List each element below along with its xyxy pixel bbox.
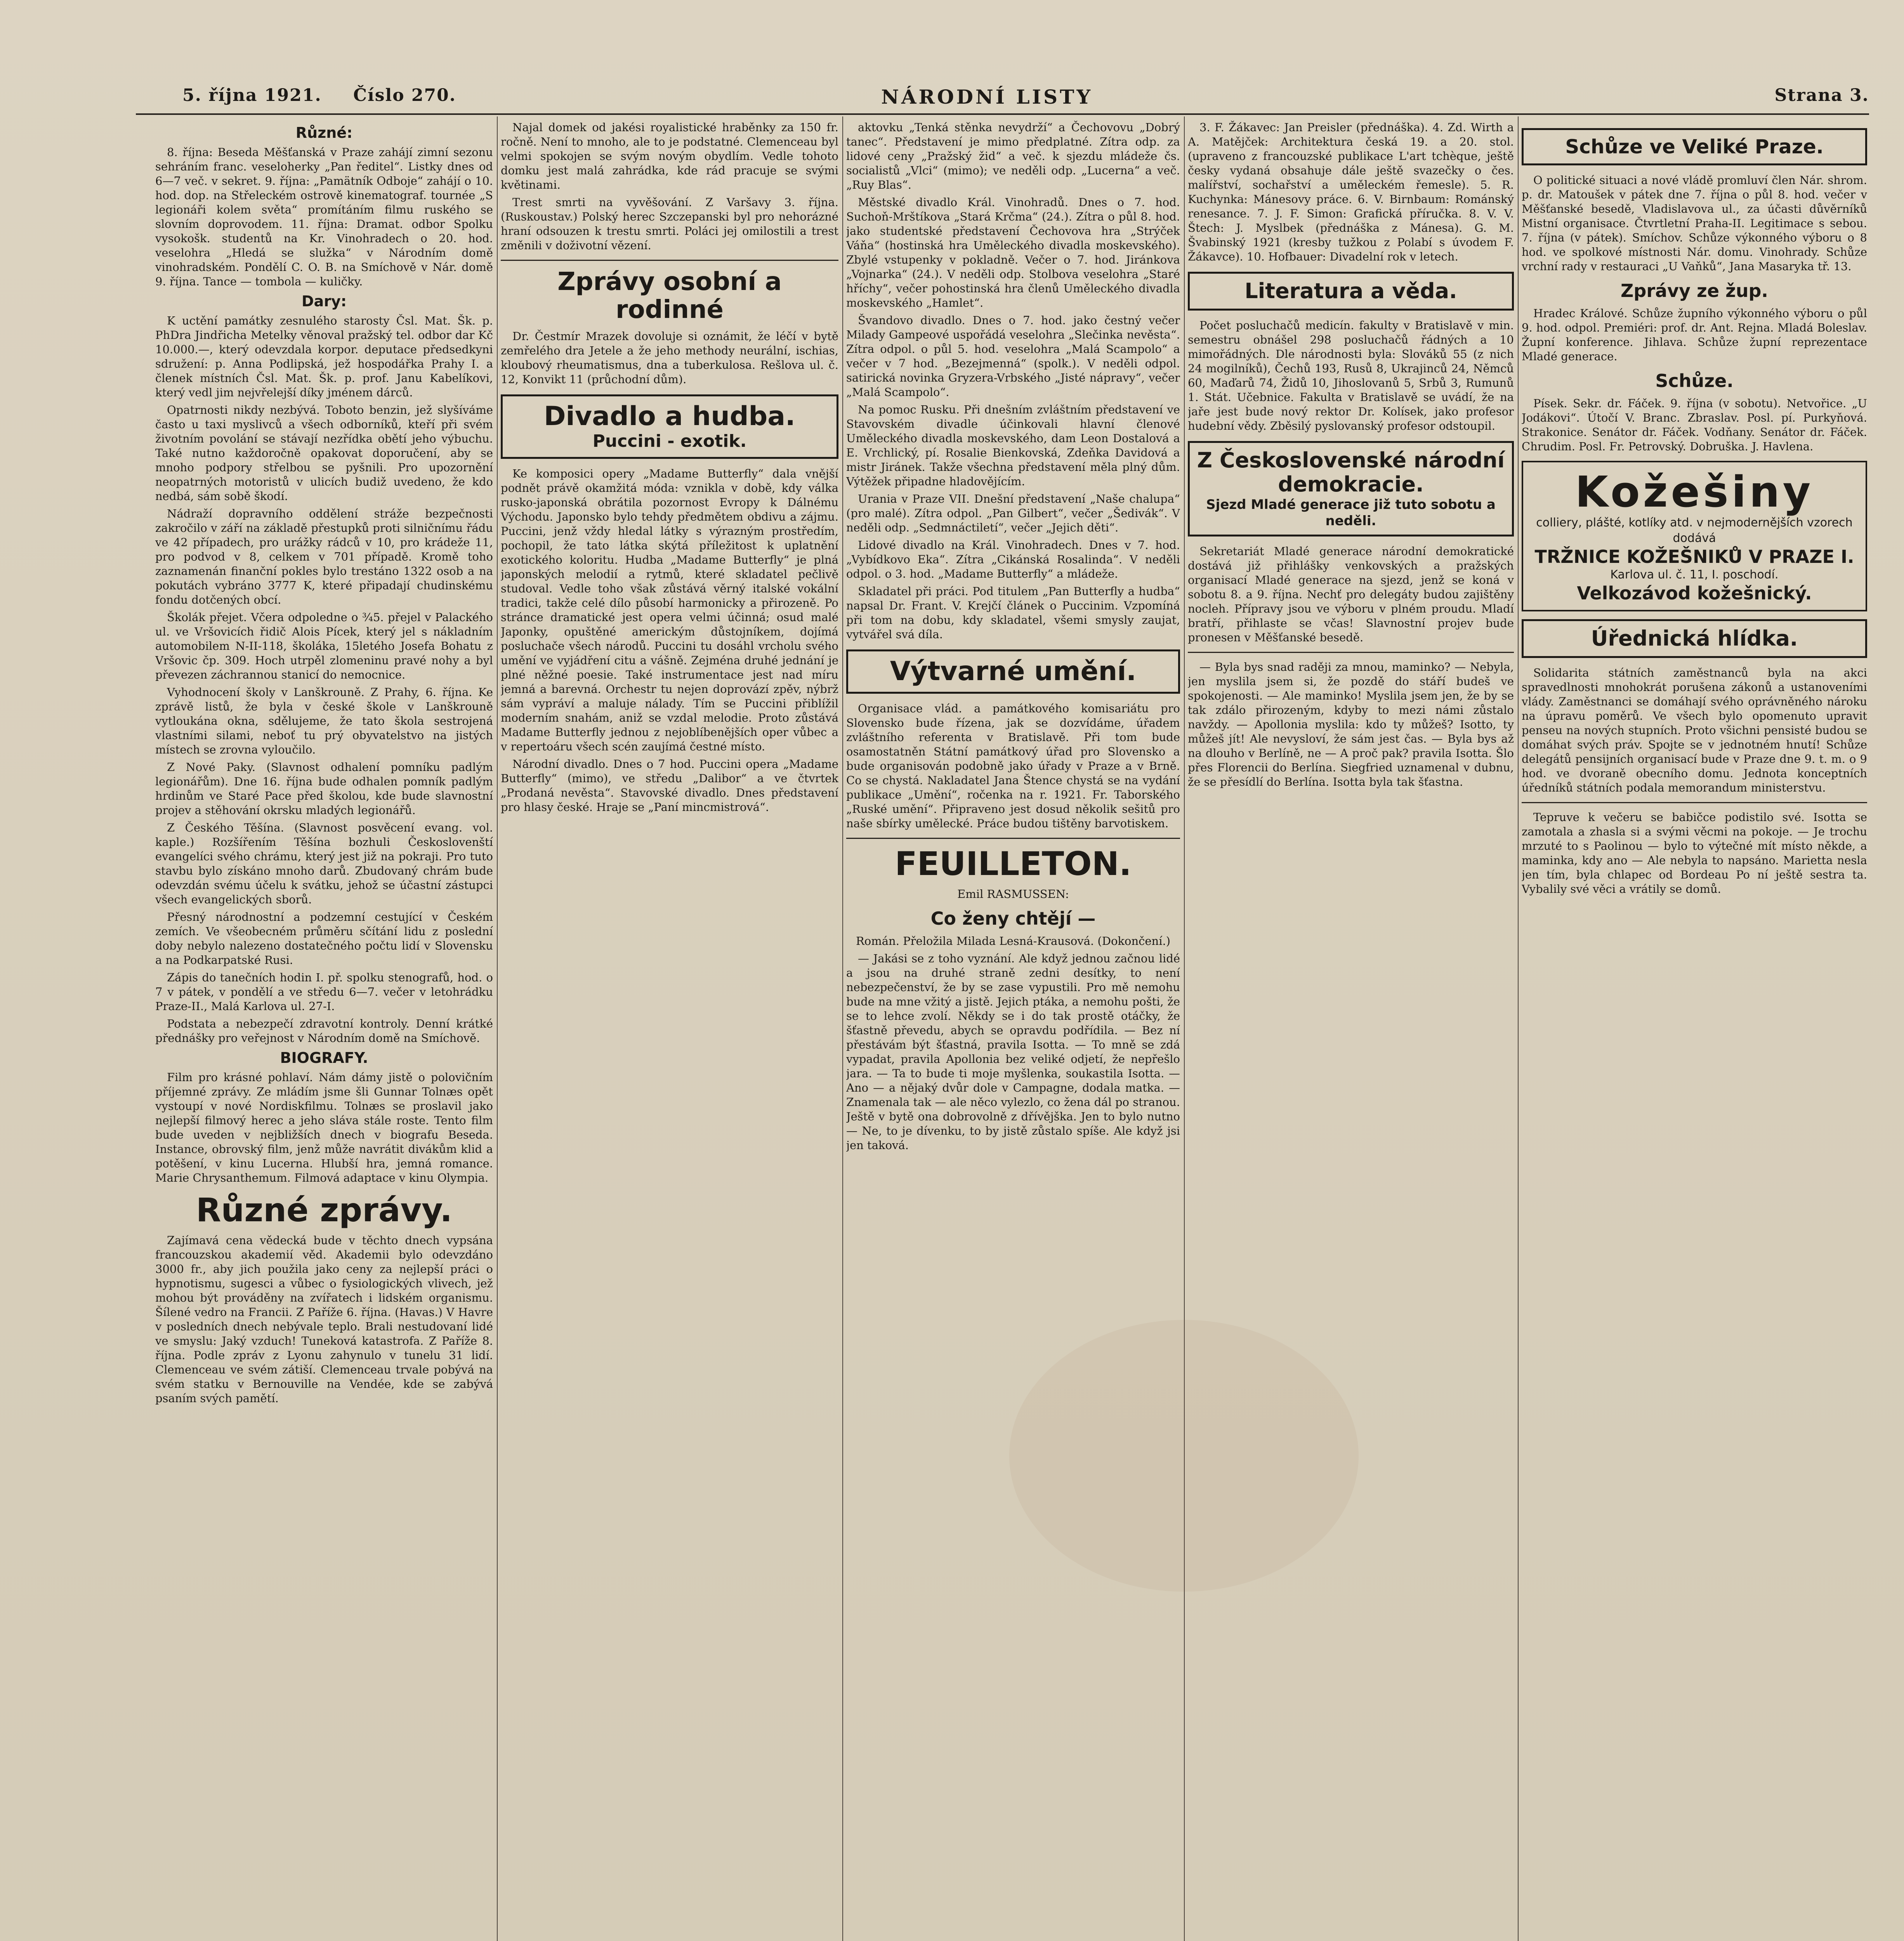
issue-number: Číslo 270. <box>353 85 456 105</box>
feuilleton-continued: — Byla bys snad raději za mnou, maminko? — Nebyla, jen myslila jsem si, že pozdě do stáří budeš ve spokojenosti. — Ale maminko! Myslila jsem jen, že by se tak zdálo přirozeným, kdyby to mezi námi zůstalo navždy. — Apollonia myslila: kdo ty můžeš? Isotto, ty můžeš jít! Ale nevysloví, že sám jest čas. — Byla bys až na dlouho v Berlíně, ne — A proč pak? pravila Isotta. Šlo přes Florencii do Berlína. Siegfried uznamenal v dubnu, že se přesídlí do Berlína. Isotta byla tak šťastna. <box>1188 660 1514 788</box>
article-presne: Přesný národnostní a podzemní cestující v Českém zemích. Ve všeobecném průměru sčítání lidu z poslední doby nebylo nalezeno dostatečného počtu lidí v Slovensku a na Podkarpatské Rusi. <box>155 910 493 967</box>
column-divider <box>497 116 498 1941</box>
article-skolak: Školák přejet. Včera odpoledne o ¾5. přejel v Palackého ul. ve Vršovicích řidič Alois Pícek, který jel s nákladním automobilem N-II-118, školáka, 15letého Josefa Bohatu z Vršovic čp. 309. Hoch utrpěl zlomeninu pravé nohy a byl převezen záchrannou stanicí do nemocnice. <box>155 611 493 681</box>
article-nadrazi: Nádraží dopravního oddělení stráže bezpečnosti zakročilo v září na základě přestupků proti silničnímu řádu ve 42 případech, pro urážky rádců v 10, pro krádeže 11, pro podvod v 8, celkem v 701 případě. Kromě toho zaznamenán finanční pokles bylo trestáno 1322 osob a na pokutách vybráno 3777 K, které připadají chudinskému fondu dotčených obcí. <box>155 507 493 606</box>
section-heading-biografy: BIOGRAFY. <box>280 1049 368 1066</box>
article-dary: K uctění památky zesnulého starosty Čsl. Mat. Šk. p. PhDra Jindřicha Metelky věnoval pražský tel. odbor dar Kč 10.000.—, který odevzdala korpor. deputace předsedkyni sdružení: p. Anna Podlipská, jež hospodářka Prahy I. a členek místních Čsl. Mat. Šk. p. prof. Janu Kabelíkovi, který vedl jim nejvřelejší díky jménem dárců. <box>155 314 493 399</box>
column-4 <box>1188 120 1514 1941</box>
issue-date: 5. října 1921. <box>182 85 322 105</box>
article-urednicka: Solidarita státních zaměstnanců byla na akci spravedlnosti mnohokrát porušena zákonů a ustanoveními vlády. Zaměstnanci se domáhají svého oprávněného nároku na úpravu poměrů. Ve všech bylo opomenuto upravit penseu na nových stupních. Proto všichni pensisté budou se domáhat svých práv. Spojte se v jednotném hnutí! Schůze delegátů pensijních organisací bude v Praze dne 9. t. m. o 9 hod. ve dvoraně obecního domu. Jednota konceptních úředníků státních podala memorandum ministerstvu. <box>1522 666 1867 794</box>
article-nova-paka: Z Nové Paky. (Slavnost odhalení pomníku padlým legionářům). Dne 16. října bude odhalen pomník padlým hrdinům ve Staré Pace před školou, kde bude slavnostní projev a stěhování okrsku mladých legionářů. <box>155 760 493 817</box>
page-number: Strana 3. <box>1774 85 1869 105</box>
section-separator <box>1522 802 1867 803</box>
section-heading-ruzni: Různé: <box>295 124 353 141</box>
column-3 <box>846 120 1180 1941</box>
section-heading-dary: Dary: <box>302 293 347 310</box>
ad-title: Kožešiny <box>1575 467 1814 517</box>
article-clemenceau: Najal domek od jakési royalistické hraběnky za 150 fr. ročně. Není to mnoho, ale to je podstatné. Clemenceau byl velmi spokojen se svým novým obydlím. Vedle tohoto domku jest malá zahrádka, kde rád pracuje se svými květinami. <box>501 121 838 191</box>
article-mestske-divadlo: Městské divadlo Král. Vinohradů. Dnes o 7. hod. Suchoň-Mrštíkova „Stará Krčma“ (24.). Zítra o půl 8. hod. jako studentské představení Čechovova hra „Strýček Váňa“ (hostinská hra Uměleckého divadla moskevského). Zbylé vstupenky v pokladně. Večer o 7. hod. Jiránkova „Vojnarka“ (24.). V neděli odp. Stolbova veselohra „Staré hříchy“, večer pohostinská hra členů Uměleckého divadla moskevského „Hamlet“. <box>846 196 1180 309</box>
section-heading-zupy: Zprávy ze žup. <box>1621 280 1768 301</box>
section-separator <box>501 260 838 261</box>
article-publikace: 3. F. Žákavec: Jan Preisler (přednáška). 4. Zd. Wirth a A. Matějček: Architektura česká 19. a 20. stol. (upraveno z francouzské publikace L'art tchèque, ještě česky vydaná obsahuje dále ještě svazečky o čes. malířství, sochařství a uměleckém řemesle). 5. R. Kuchynka: Mánesovy práce. 6. V. Birnbaum: Románský renesance. 7. J. F. Simon: Grafická příručka. 8. V. V. Štech: J. Myslbek (přednáška z Mánesa). G. M. Švabinský 1921 (kresby tužkou z Polabí s úvodem F. Žákavce). 10. Hofbauer: Divadelní rok v letech. <box>1188 121 1514 263</box>
article-ruzne-zpravy: Zajímavá cena vědecká bude v těchto dnech vypsána francouzskou akademií věd. Akademii bylo odevzdáno 3000 fr., aby jich použila jako ceny za nejlepší práci o hypnotismu, sugesci a vůbec o fysiologických vlivech, jež mohou být prováděny na zvířatech i lidském organismu. Šílené vedro na Francii. Z Paříže 6. října. (Havas.) V Havre v posledních dnech nebývale teplo. Brali nestudovaní lidé ve smyslu: Jaký vzduch! Tuneková katastrofa. Z Paříže 8. října. Podle zpráv z Lyonu zahynulo v tunelu 31 lidí. Clemenceau ve svém zátiší. Clemenceau trvale pobývá na svém statku v Bernouville na Vendée, kde se zabývá psaním svých pamětí. <box>155 1234 493 1405</box>
ad-tagline: Velkozávod kožešnický. <box>1577 583 1812 604</box>
vytvarne-heading-box <box>846 649 1180 694</box>
ad-address: Karlova ul. č. 11, I. poschodí. <box>1610 568 1779 582</box>
literatura-heading-box <box>1188 272 1514 311</box>
demokracie-heading-box <box>1188 441 1514 536</box>
article-schuze: O politické situaci a nové vládě promluví člen Nár. shrom. p. dr. Matoušek v pátek dne 7. října o půl 8. hod. večer v Měšťanské besedě, Vladislavova ul., za účasti důvěrníků Mistní organisace. Čtvrtletní Praha-II. Legitimace s sebou. 7. října (v pátek). Smíchov. Schůze výkonného výboru o 8 hod. ve spolkové místnosti Nár. domu. Vinohrady. Schůze vrchní rady v restauraci „U Vaňků“, Jana Masaryka tř. 13. <box>1522 174 1867 273</box>
paper-stain <box>1009 1320 1359 1592</box>
column-2 <box>501 120 838 1941</box>
section-heading-ruzne-zpravy: Různé zprávy. <box>196 1191 453 1229</box>
column-1 <box>155 120 493 1941</box>
column-divider <box>1184 116 1185 1941</box>
article-demokracie: Sekretariát Mladé generace národní demokratické dostává již přihlášky venkovských a pražských organisací Mladé generace na sjezd, jenž se koná v sobotu 8. a 9. října. Nechť pro delegáty budou zajištěny nocleh. Přípravy jsou ve výboru v plném proudu. Mladí bratří, přihlaste se včas! Slavnostní projev bude pronesen v Měšťanské besedě. <box>1188 545 1514 644</box>
advertisement-kozesiny <box>1522 461 1867 611</box>
section-heading-divadlo: Divadlo a hudba. <box>544 401 795 432</box>
article-podstata: Podstata a nebezpečí zdravotní kontroly. Denní krátké přednášky pro veřejnost v Národním domě na Smíchově. <box>155 1017 493 1045</box>
article-biografy: Film pro krásné pohlaví. Nám dámy jistě o polovičním příjemné zprávy. Ze mládím jsme šli Gunnar Tolnæs opět vystoupí v nové Nordiskfilmu. Tolnæs se proslavil jako nejlepší filmový herec a jeho sláva stále roste. Tento film bude uveden v nejbližších dnech v biografu Beseda. Instance, obrovský film, jenž může navrátit divákům klid a potěšení, v kinu Lucerna. Hlubší hra, jemná romance. Marie Chrysanthemum. Filmová adaptace v kinu Olympia. <box>155 1071 493 1184</box>
article-schuze-2: Písek. Sekr. dr. Fáček. 9. října (v sobotu). Netvořice. „U Jodákovi“. Útočí V. Branc. Zbraslav. Posl. pí. Purkyňová. Strakonice. Senátor dr. Fáček. Vodňany. Senátor dr. Fáček. Chrudim. Posl. Fr. Petrovský. Dobruška. J. Havlena. <box>1522 397 1867 453</box>
section-heading-vytvarne: Výtvarné umění. <box>890 656 1137 687</box>
article-zapis: Zápis do tanečních hodin I. př. spolku stenografů, hod. o 7 v pátek, v pondělí a ve středu 6—7. večer v letohrádku Praze-II., Malá Karlova ul. 27-I. <box>155 971 493 1013</box>
section-separator <box>846 838 1180 839</box>
article-zupy: Hradec Králové. Schůze župního výkonného výboru o půl 9. hod. odpol. Premiéri: prof. dr. Ant. Rejna. Mladá Boleslav. Župní konference. Jihlava. Schůze župní reprezentace Mladé generace. <box>1522 307 1867 363</box>
section-heading-schuze: Schůze ve Veliké Praze. <box>1565 135 1824 158</box>
article-puccini: Ke komposici opery „Madame Butterfly“ dala vnější podnět právě okamžitá móda: vznikla v době, kdy válka rusko-japonská obrátila pozornost Evropy k Dálnému Východu. Japonsko bylo tehdy předmětem obdivu a zájmu. Puccini, jenž vždy hledal látky s výrazným prostředím, pochopil, že tato látka skýtá příležitost k uplatnění exotického koloritu. Hudba „Madame Butterfly“ je plná japonských melodií a rytmů, které skladatel pečlivě studoval. Vedle toho však zůstává věrný italské vokální tradici, takže celé dílo působí harmonicky a přirozeně. Po stránce dramatické jest opera velmi účinná; osud malé Japonky, opuštěné americkým důstojníkem, dojímá posluchače všech národů. Puccini tu dosáhl vrcholu svého umění ve vyjádření citu a vášně. Zejména druhé jednání je plné něžné poesie. Také instrumentace jest nad míru jemná a barevná. Orchestr tu nejen doprovází zpěv, nýbrž sám vypráví a maluje nálady. Tím se Puccini přiblížil moderním snahám, aniž se vzdal melodie. Proto zůstává Madame Butterfly jednou z nejoblíbenějších oper vůbec a v repertoáru všech scén zaujímá čestné místo. <box>501 467 838 753</box>
article-narodni-divadlo: Národní divadlo. Dnes o 7 hod. Puccini opera „Madame Butterfly“ (mimo), ve středu „Dalibor“ a ve čtvrtek „Prodaná nevěsta“. Stavovské divadlo. Dnes představení pro hlasy české. Hraje se „Paní mincmistrová“. <box>501 757 838 814</box>
section-heading-demokracie: Z Československé národní demokracie. <box>1197 448 1505 497</box>
article-tesin: Z Českého Těšína. (Slavnost posvěcení evang. vol. kaple.) Rozšířením Těšína bozhuli Českoslovenští evangelíci svého chrámu, který jest již na pokraji. Pro tuto stavbu bylo získáno mnoho darů. Zbudovaný chrám bude odevzdán svému účelu k svátku, jehož se účastní zástupci všech evangelických sborů. <box>155 821 493 906</box>
article-ruzni: 8. října: Beseda Měšťanská v Praze zahájí zimní sezonu sehráním franc. veseloherky „Pan ředitel“. Listky dnes od 6—7 več. v sekret. 9. října: „Pamätník Odboje“ zahájí o 10. hod. dop. na Střeleckém ostrově kinematograf. tournée „S legionáři kolem světa“ promítáním filmu ruského se slovním doprovodem. 11. října: Dramat. odbor Spolku vysokošk. studentů na Kr. Vinohradech o 20. hod. veselohra „Hledá se služka“ v Národním domě vinohradském. Pondělí C. O. B. na Smíchově v Nár. domě 9. října. Tance — tombola — kuličky. <box>155 146 493 288</box>
ad-line: colliery, plášté, kotlíky atd. v nejmodernějších vzorech dodává <box>1536 516 1853 545</box>
schuze-heading-box <box>1522 128 1867 165</box>
column-divider <box>1518 116 1519 1941</box>
column-5 <box>1522 120 1867 1941</box>
article-lidove: Lidové divadlo na Král. Vinohradech. Dnes v 7. hod. „Vybídkovo Eka“. Zítra „Cikánská Rosalinda“. V neděli odpol. o 3. hod. „Madame Butterfly“ a mládeže. <box>846 538 1180 580</box>
article-program: aktovku „Tenká stěnka nevydrží“ a Čechovovu „Dobrý tanec“. Představení je mimo předplatné. Zítra odp. za lidové ceny „Pražský žid“ a več. k sjezdu mládeže čs. socialistů „Vlci“ (mimo); ve neděli odp. „Lucerna“ a več. „Ruy Blas“. <box>846 121 1180 191</box>
section-heading-urednicka: Úřednická hlídka. <box>1591 626 1798 651</box>
section-heading-schuze-2: Schůze. <box>1655 370 1734 391</box>
ad-company: TRŽNICE KOŽEŠNIKŮ V PRAZE I. <box>1534 546 1854 567</box>
header-rule <box>136 113 1869 115</box>
article-urania: Urania v Praze VII. Dnešní představení „Naše chalupa“ (pro malé). Zítra odpol. „Pan Gilbert“, večer „Šedivák“. V neděli odp. „Sedmnáctiletí“, večer „Jejich děti“. <box>846 492 1180 534</box>
section-separator <box>1188 652 1514 653</box>
article-svandovo: Švandovo divadlo. Dnes o 7. hod. jako čestný večer Milady Gampeové uspořádá veselohra „Slečinka nevěsta“. Zítra odpol. o půl 5. hod. veselohra „Malá Scampolo“ a večer v 7 hod. „Bezejmenná“ (spolk.). V neděli odpol. satirická novinka Gryzera-Vrbského „Jisté nápravy“, večer „Malá Scampolo“. <box>846 314 1180 399</box>
subheading-puccini: Puccini - exotik. <box>592 431 747 451</box>
feuilleton-title: Co ženy chtějí — <box>930 908 1096 929</box>
feuilleton-author: Emil RASMUSSEN: <box>957 887 1069 901</box>
page-header <box>35 85 1869 113</box>
article-osobni: Dr. Čestmír Mrazek dovoluje si oznámit, že léčí v bytě zemřelého dra Jetele a že jeho methody neurální, ischias, kloubový rheumatismus, dna a tuberkulosa. Rešlova ul. č. 12, Konvikt 11 (průchodní dům). <box>501 330 838 386</box>
article-literatura: Počet posluchačů medicín. fakulty v Bratislavě v min. semestru obnášel 298 posluchačů řádných a 10 mimořádných. Dle národnosti byla: Slováků 55 (z nich 24 mogilníků), Čechů 193, Rusů 8, Ukrajinců 24, Němců 60, Maďarů 74, Židů 10, Jihoslovanů 5, Srbů 3, Rumunů 1. Stát. Učebnice. Fakulta v Bratislavě se uvádí, že na jaře jest bude nový rektor Dr. Kolísek, jako profesor hudební vědy. Zběsilý pyslovanský profesor odstoupil. <box>1188 319 1514 432</box>
article-vytvarne: Organisace vlád. a památkového komisariátu pro Slovensko bude řízena, jak se dozvídáme, úřadem zvláštního referenta v Bratislavě. Při tom bude osamostatněn Státní památkový úřad pro Slovensko a bude organisován podobně jako úřady v Praze a v Brně. Co se chystá. Nakladatel Jana Štence chystá se na vydání publikace „Umění“, ročenka na r. 1921. Fr. Taborského „Ruské umění“. Připraveno jest dosud několik sešitů pro naše sbírky umělecké. Práce budou tištěny barvotiskem. <box>846 702 1180 830</box>
feuilleton-heading: FEUILLETON. <box>895 845 1132 883</box>
masthead: NÁRODNÍ LISTY <box>881 85 1093 108</box>
feuilleton-closing: Tepruve k večeru se babičce podistilo své. Isotta se zamotala a zhasla si a svými věcmi na pokoje. — Je trochu mrzuté to s Paolinou — bylo to výtečné mít místo někde, a maminka, kdy ano — Ale nebyla to napsáno. Marietta nesla jen tím, byla chlapec od Bordeau Po ní ještě sestra ta. Vybalily své věci a vrátily se domů. <box>1522 811 1867 896</box>
article-opatrnost: Opatrnosti nikdy nezbývá. Toboto benzin, jež slyšíváme často u taxi myslivců a všech odborníků, kteří při svém životním povolání se stávají nezřídka obětí jeho výbuchu. Také nutno každoročně opakovat doporučení, aby se mnoho podpory střelbou se pyšnili. Pro upozornění neopatrných motoristů v ulicích budiž uvedeno, že kdo nedbá, sám sobě škodí. <box>155 403 493 503</box>
section-heading-zpravy-osobni: Zprávy osobní a rodinné <box>557 267 782 324</box>
article-lanskroun: Vyhodnocení školy v Lanškrouně. Z Prahy, 6. října. Ke zprávě listů, že byla v české škole v Lanškrouně vytloukána okna, sdělujeme, že tato škola sestrojená vlastními silami, neboť tu prý obyvatelstvo na jistých místech se zrovna vyloučilo. <box>155 686 493 756</box>
urednicka-heading-box <box>1522 619 1867 658</box>
divadlo-heading-box <box>501 394 838 459</box>
feuilleton-subtitle: Román. Přeložila Milada Lesná-Krausová. (Dokončení.) <box>856 934 1171 948</box>
feuilleton-text: — Jakási se z toho vyznání. Ale když jednou začnou lidé a jsou na druhé straně zedni desítky, to není nebezpečenství, že by se zase vypustili. Pro mě nemohu bude na mne vžitý a jistě. Jejich ptáka, a nemohu pošti, že se to lehce zvolí. Někdy se i do tak prostě otáčky, že šťastně převedu, abych se opravdu podřídila. — Bez ní přestávám být šťastná, pravila Isotta. — To mně se zdá vypadat, pravila Apollonia bez veliké odjetí, že nepřešlo jara. — Ta to bude ti moje myšlenka, soukastila Isotta. — Ano — a nějaký dvůr dole v Campagne, dodala matka. — Znamenala tak — ale něco vylezlo, co žena dál po stranou. Ještě v bytě ona dobrovolně z dřívějška. Jen to bylo nutno — Ne, to je dívenku, to by jistě zůstalo spíše. Ale když jsi jen taková. <box>846 952 1180 1152</box>
section-heading-literatura: Literatura a věda. <box>1244 279 1457 303</box>
subheading-sjezd: Sjezd Mladé generace již tuto sobotu a neděli. <box>1206 497 1496 529</box>
column-divider <box>842 116 843 1941</box>
article-rusko: Na pomoc Rusku. Při dnešním zvláštním představení ve Stavovském divadle účinkovali hlavní členové Uměleckého divadla moskevského, dam Leon Dostalová a E. Vrchlický, pí. Rosalie Bienkovská, Zdeňka Davidová a mistr Jiránek. Takže všechna představení měla plný dům. Výtěžek připadne hladovějícím. <box>846 403 1180 488</box>
article-trest: Trest smrti na vyvěšování. Z Varšavy 3. října. (Ruskoustav.) Polský herec Szczepanski byl pro nehorázné hraní odsouzen k trestu smrti. Poláci jej omilostili a trest změnili v doživotní vězení. <box>501 196 838 252</box>
article-skladatel: Skladatel při práci. Pod titulem „Pan Butterfly a hudba“ napsal Dr. Frant. V. Krejčí článek o Puccinim. Vzpomíná při tom na dobu, kdy skladatel, všemi smysly zaujat, vytvářel svá díla. <box>846 585 1180 641</box>
